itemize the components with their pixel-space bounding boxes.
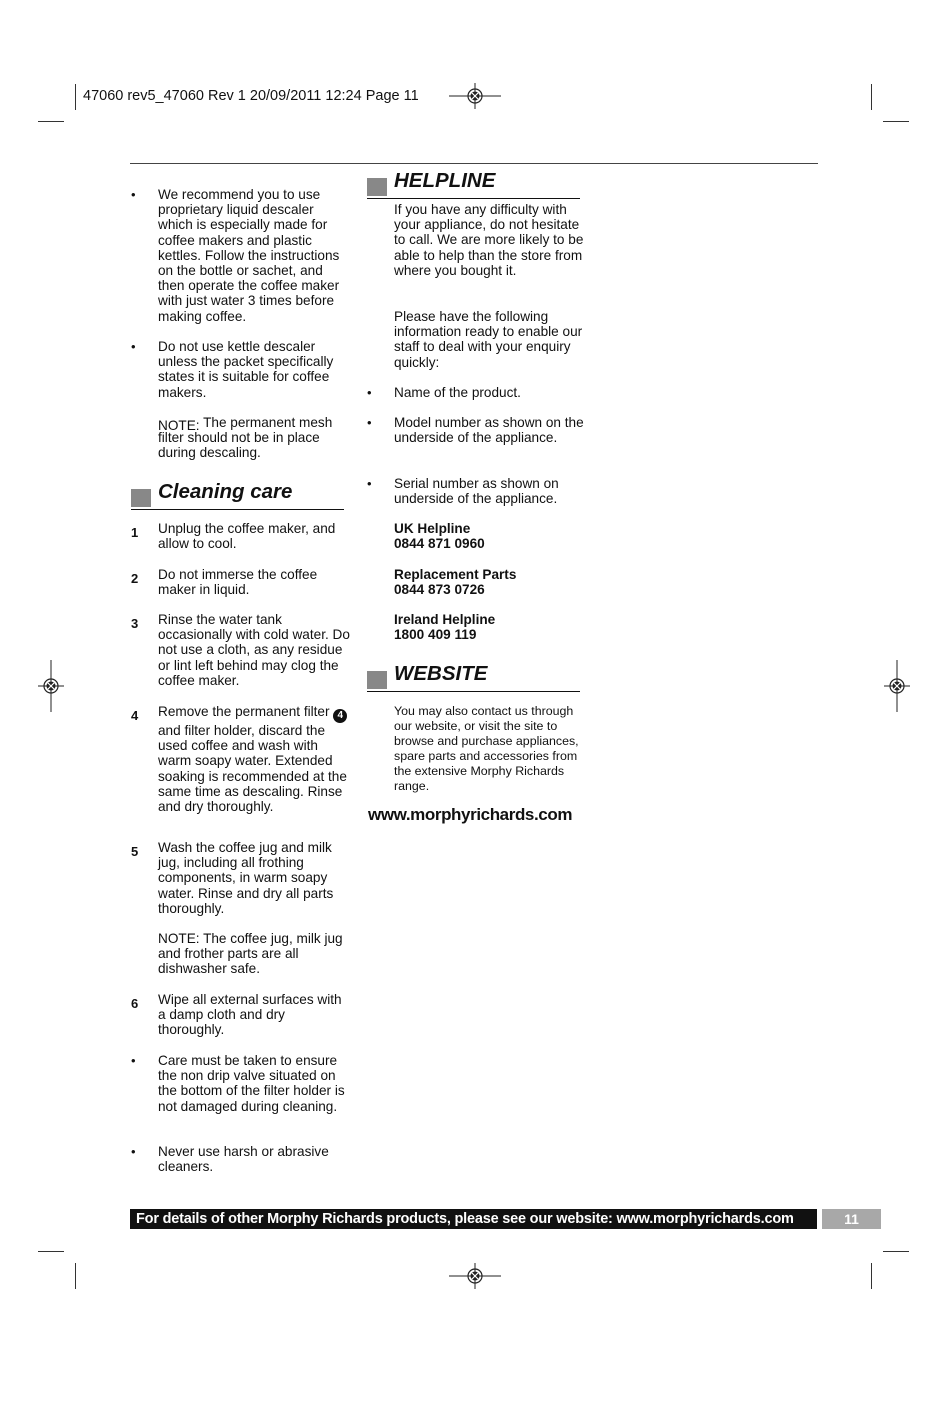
- step-1: Unplug the coffee maker, and allow to cool.: [158, 521, 336, 552]
- page-number-box: [822, 1209, 881, 1229]
- contact-number: 1800 409 119: [394, 627, 477, 643]
- helpline-title: HELPLINE: [394, 169, 496, 192]
- crop-mark: [38, 121, 64, 122]
- note-text: The permanent mesh filter should not be in place during descaling.: [158, 415, 333, 461]
- descale-bullet-2: Do not use kettle descaler unless the packet specifically states it is suitable for coffee makers.: [158, 339, 334, 400]
- info-bullet-1: Name of the product.: [394, 385, 521, 400]
- registration-mark-icon: [884, 660, 910, 712]
- crop-mark: [38, 1251, 64, 1252]
- end-bullet-2: Never use harsh or abrasive cleaners.: [158, 1144, 329, 1175]
- bullet: •: [131, 339, 136, 354]
- crop-mark: [871, 1263, 872, 1289]
- contact-number: 0844 873 0726: [394, 582, 485, 598]
- website-heading: [367, 662, 580, 692]
- step-5-note: NOTE: The coffee jug, milk jug and frother parts are all dishwasher safe.: [158, 931, 343, 977]
- contact-label: Replacement Parts: [394, 567, 517, 582]
- note-prefix: NOTE:: [158, 418, 200, 433]
- step-number: 4: [131, 708, 139, 723]
- crop-mark: [883, 1251, 909, 1252]
- bullet: •: [131, 1144, 136, 1159]
- step-4: [158, 704, 350, 814]
- descale-bullet-1: We recommend you to use proprietary liquid descaler which is especially made for coffee makers and plastic kettles. Follow the instructions on the bottle or sachet, and then operate the coffee maker with just water 3 times before making coffee.: [158, 187, 340, 324]
- step-4-text-before: Remove the permanent filter: [158, 704, 330, 719]
- bullet: •: [367, 415, 372, 430]
- heading-marker: [367, 178, 387, 196]
- step-number: 1: [131, 525, 139, 540]
- footer-text: For details of other Morphy Richards products, please see our website: www.morphyrichards.com: [136, 1211, 794, 1227]
- helpline-info: Please have the following information ready to enable our staff to deal with your enquiry quickly:: [394, 309, 583, 370]
- registration-mark-icon: [38, 660, 64, 712]
- contact-label: Ireland Helpline: [394, 612, 496, 627]
- print-slug: 47060 rev5_47060 Rev 1 20/09/2011 12:24 Page 11: [83, 88, 419, 104]
- helpline-heading: [367, 169, 580, 199]
- website-title: WEBSITE: [394, 662, 488, 685]
- bullet: •: [131, 187, 136, 202]
- info-bullet-2: Model number as shown on the underside of the appliance.: [394, 415, 584, 446]
- descale-note: [158, 415, 350, 461]
- top-rule: [130, 163, 818, 164]
- callout-number-icon: 4: [333, 709, 347, 723]
- ireland-helpline: [394, 612, 584, 642]
- step-6: Wipe all external surfaces with a damp cloth and dry thoroughly.: [158, 992, 342, 1038]
- step-number: 6: [131, 996, 139, 1011]
- step-number: 5: [131, 844, 139, 859]
- heading-marker: [131, 489, 151, 507]
- replacement-parts: [394, 567, 584, 597]
- step-2: Do not immerse the coffee maker in liquid.: [158, 567, 318, 598]
- bullet: •: [367, 385, 372, 400]
- crop-mark: [871, 84, 872, 110]
- registration-mark-icon: [449, 83, 501, 109]
- cleaning-care-heading: [131, 480, 344, 510]
- contact-number: 0844 871 0960: [394, 536, 485, 552]
- crop-mark: [75, 1263, 76, 1289]
- crop-mark: [883, 121, 909, 122]
- page-number: 11: [844, 1211, 859, 1227]
- step-5: Wash the coffee jug and milk jug, including all frothing components, in warm soapy water. Rinse and dry all parts thoroughly.: [158, 840, 334, 916]
- website-text: You may also contact us through our website, or visit the site to browse and purchase appliances, spare parts and accessories from the extensive Morphy Richards range.: [394, 704, 579, 793]
- step-4-text-after: and filter holder, discard the used coffee and wash with warm soapy water. Extended soaking is recommended at the same time as descaling. Rinse and dry thoroughly.: [158, 723, 347, 815]
- crop-mark: [75, 84, 76, 110]
- step-number: 2: [131, 571, 139, 586]
- bullet: •: [367, 476, 372, 491]
- bullet: •: [131, 1053, 136, 1068]
- step-3: Rinse the water tank occasionally with cold water. Do not use a cloth, as any residue or lint left behind may clog the coffee maker.: [158, 612, 350, 688]
- registration-mark-icon: [449, 1263, 501, 1289]
- step-number: 3: [131, 616, 139, 631]
- website-url-link[interactable]: www.morphyrichards.com: [368, 805, 573, 824]
- contact-label: UK Helpline: [394, 521, 471, 536]
- info-bullet-3: Serial number as shown on underside of the appliance.: [394, 476, 559, 507]
- uk-helpline: [394, 521, 584, 551]
- heading-marker: [367, 671, 387, 689]
- helpline-intro: If you have any difficulty with your appliance, do not hesitate to call. We are more likely to be able to help than the store from where you bought it.: [394, 202, 584, 278]
- end-bullet-1: Care must be taken to ensure the non drip valve situated on the bottom of the filter holder is not damaged during cleaning.: [158, 1053, 345, 1114]
- footer-bar: [130, 1209, 817, 1229]
- cleaning-care-title: Cleaning care: [158, 480, 293, 503]
